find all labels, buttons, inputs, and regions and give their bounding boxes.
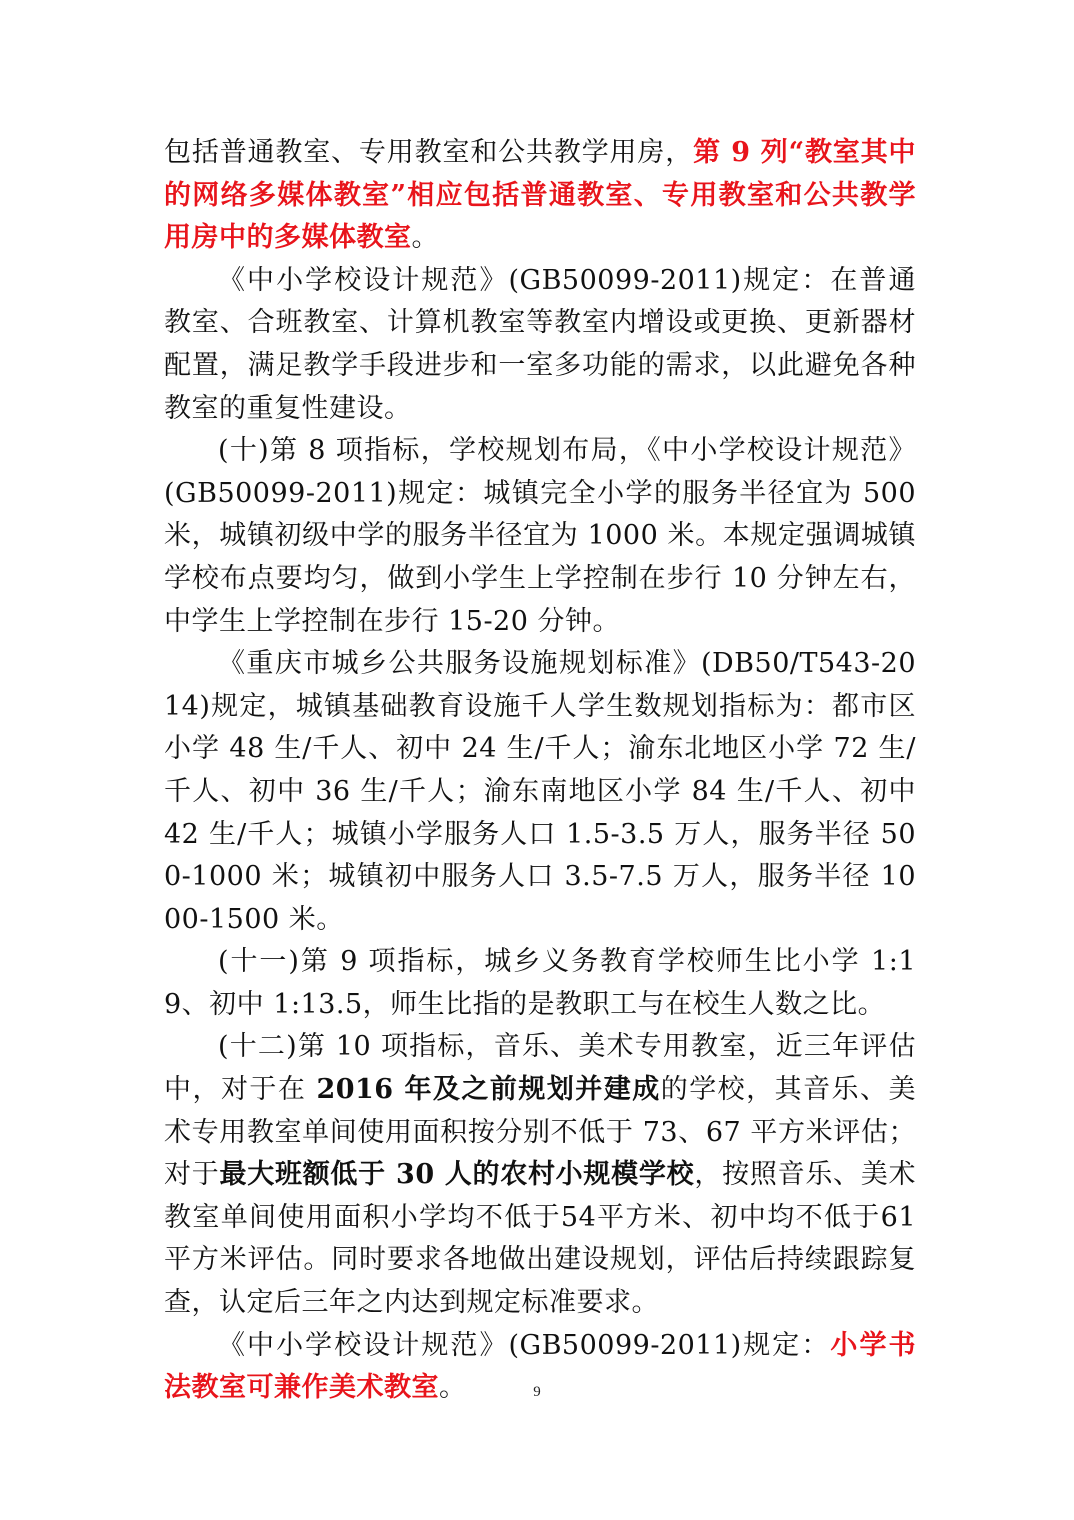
paragraph (164, 1026, 916, 1324)
emphasized-text: 第 9 列“教室其中的网络多媒体教室”相应包括普通教室、专用教室和公共教学用房中的多媒体教室 (164, 137, 917, 254)
paragraph-text: 《中小学校设计规范》(GB50099-2011)规定：在普通教室、合班教室、计算机教室等教室内增设或更换、更新器材配置，满足教学手段进步和一室多功能的需求，以此避免各种教室的重复性建设。 (164, 264, 916, 424)
paragraph-text: 《重庆市城乡公共服务设施规划标准》(DB50/T543-2014)规定，城镇基础教育设施千人学生数规划指标为：都市区小学 48 生/千人、初中 24 生/千人；渝东北地区小学 72 生/千人、初中 36 生/千人；渝东南地区小学 84 生/千人、初中 42 生/千人；城镇小学服务人口 1.5-3.5 万人，服务半径 500-1000 米；城镇初中服务人口 3.5-7.5 万人，服务半径 1000-1500 米。 (164, 648, 916, 935)
paragraph (164, 941, 916, 1026)
paragraph-text: (十二)第 10 项指标，音乐、美术专用教室，近三年评估中，对于在 (164, 1031, 916, 1106)
page-number: 9 (533, 1384, 541, 1400)
emphasized-text: 小学书法教室可兼作美术教室 (164, 1329, 916, 1404)
paragraph (164, 132, 916, 260)
paragraph-text: 《中小学校设计规范》(GB50099-2011)规定： (218, 1329, 831, 1361)
emphasized-text: 最大班额低于 30 人的农村小规模学校 (219, 1159, 695, 1191)
paragraph (164, 643, 916, 941)
paragraph-text: 。 (439, 1372, 467, 1404)
paragraph (164, 260, 916, 430)
paragraph-text: (十)第 8 项指标，学校规划布局，《中小学校设计规范》(GB50099-2011)规定：城镇完全小学的服务半径宜为 500 米，城镇初级中学的服务半径宜为 1000 米。本规定强调城镇学校布点要均匀，做到小学生上学控制在步行 10 分钟左右，中学生上学控制在步行 15-20 分钟。 (164, 435, 916, 637)
paragraph-text: 包括普通教室、专用教室和公共教学用房， (164, 137, 694, 168)
paragraph-text: ，按照音乐、美术教室单间使用面积小学均不低于54平方米、初中均不低于61平方米评估。同时要求各地做出建设规划，评估后持续跟踪复查，认定后三年之内达到规定标准要求。 (164, 1159, 917, 1319)
paragraph-text: 的学校，其音乐、美术专用教室单间使用面积按分别不低于 73、67 平方米评估；对于 (164, 1074, 917, 1191)
emphasized-text: 2016 年及之前规划并建成 (316, 1074, 661, 1106)
document-body (164, 132, 916, 1410)
paragraph (164, 430, 916, 643)
paragraph-text: 。 (411, 222, 439, 254)
paragraph-text: (十一)第 9 项指标，城乡义务教育学校师生比小学 1:19、初中 1:13.5，师生比指的是教职工与在校生人数之比。 (164, 946, 916, 1020)
